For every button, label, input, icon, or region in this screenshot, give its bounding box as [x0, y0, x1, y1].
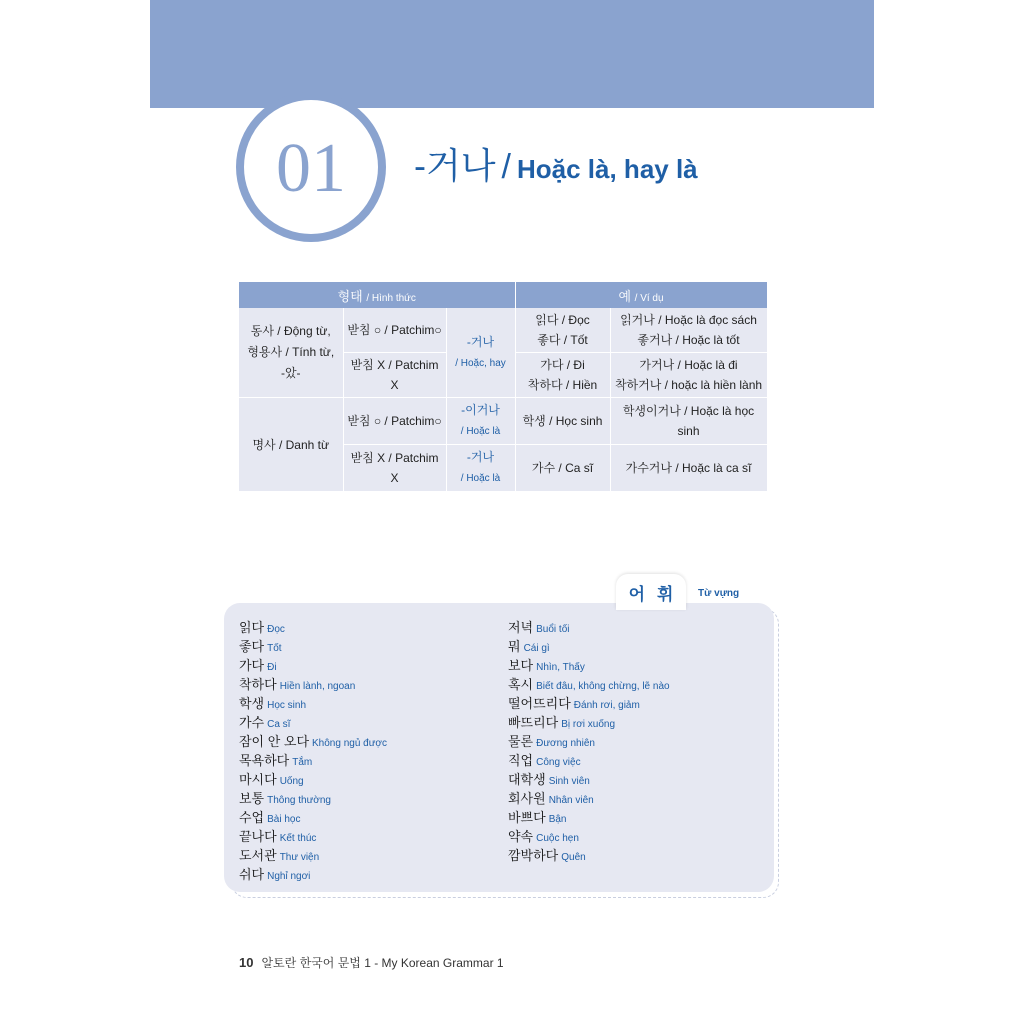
vocab-meaning: Sinh viên [548, 776, 590, 787]
list-item [239, 732, 387, 751]
vocab-meaning: Đọc [267, 624, 285, 635]
vocab-meaning: Học sinh [267, 700, 307, 711]
vocab-word: 학생 [239, 696, 265, 711]
noun-example-o-word: 학생 / Học sinh [515, 398, 610, 445]
list-item [508, 789, 670, 808]
vocab-meaning: Quên [561, 852, 586, 863]
vocab-word: 가다 [239, 658, 265, 673]
vocab-tab-char: 어 [628, 584, 645, 604]
vocab-meaning: Đánh rơi, giảm [573, 700, 640, 711]
list-item [508, 770, 670, 789]
vocab-word: 읽다 [239, 620, 265, 635]
vocab-word: 쉬다 [239, 867, 265, 882]
vocab-meaning: Bị rơi xuống [561, 719, 616, 730]
grammar-table [239, 282, 768, 492]
vocab-word: 물론 [508, 734, 534, 749]
vocab-word: 혹시 [508, 677, 534, 692]
list-item [508, 713, 670, 732]
vocab-meaning: Nhìn, Thấy [536, 662, 585, 673]
book-title: 알토란 한국어 문법 1 - My Korean Grammar 1 [261, 956, 504, 970]
list-item [508, 846, 670, 865]
list-item [239, 618, 387, 637]
vocab-word: 보다 [508, 658, 534, 673]
list-item [239, 751, 387, 770]
verb-example-o-words: 읽다 / Đọc 좋다 / Tốt [515, 308, 610, 353]
vocab-meaning: Không ngủ được [312, 738, 387, 749]
vocab-word: 깜박하다 [508, 848, 559, 863]
vocab-list-left [239, 618, 387, 884]
page-number: 10 [239, 955, 254, 970]
noun-example-x-result: 가수거나 / Hoặc là ca sĩ [610, 445, 767, 492]
list-item [508, 808, 670, 827]
vocab-word: 잠이 안 오다 [239, 734, 310, 749]
verb-patchim-x: 받침 X / Patchim X [343, 353, 446, 398]
list-item [239, 846, 387, 865]
noun-ending-x-cell: -거나 / Hoặc là [446, 445, 515, 492]
vocab-word: 좋다 [239, 639, 265, 654]
list-item [508, 827, 670, 846]
list-item [508, 675, 670, 694]
vocab-tab [616, 574, 686, 610]
vocab-meaning: Biết đâu, không chừng, lẽ nào [536, 681, 670, 692]
vocab-meaning: Ca sĩ [267, 719, 291, 730]
lesson-title-vietnamese: Hoặc là, hay là [517, 154, 698, 184]
list-item [239, 694, 387, 713]
lesson-number: 01 [276, 130, 346, 207]
vocab-word: 약속 [508, 829, 534, 844]
vocab-meaning: Tốt [267, 643, 282, 654]
page-footer [239, 954, 504, 971]
list-item [239, 637, 387, 656]
vocab-meaning: Cuộc hẹn [536, 833, 579, 844]
vocab-meaning: Bận [548, 814, 567, 825]
vocab-meaning: Buổi tối [536, 624, 570, 635]
vocab-word: 떨어뜨리다 [508, 696, 571, 711]
vocab-tab-char: 휘 [657, 584, 674, 604]
list-item [239, 770, 387, 789]
table-row [239, 398, 767, 445]
vocab-meaning: Công việc [536, 757, 581, 768]
lesson-number-badge [236, 92, 386, 242]
verb-example-x-words: 가다 / Đi 착하다 / Hiền [515, 353, 610, 398]
vocab-word: 도서관 [239, 848, 277, 863]
vocab-meaning: Đương nhiên [536, 738, 595, 749]
vocab-meaning: Tắm [292, 757, 313, 768]
top-banner [150, 0, 874, 108]
vocab-tab-subtitle: Từ vựng [698, 588, 740, 599]
list-item [508, 694, 670, 713]
noun-label-cell: 명사 / Danh từ [239, 398, 343, 492]
vocab-word: 빠뜨리다 [508, 715, 559, 730]
vocab-word: 저녁 [508, 620, 534, 635]
vocab-meaning: Thông thường [267, 795, 331, 806]
list-item [508, 732, 670, 751]
list-item [239, 789, 387, 808]
list-item [239, 713, 387, 732]
lesson-title [414, 138, 698, 189]
list-item [239, 827, 387, 846]
vocab-meaning: Nhân viên [548, 795, 594, 806]
noun-ending-o-cell: -이거나 / Hoặc là [446, 398, 515, 445]
lesson-title-korean: -거나 [414, 145, 496, 186]
verb-label-cell: 동사 / Động từ, 형용사 / Tính từ, -았- [239, 308, 343, 398]
list-item [508, 618, 670, 637]
vocab-word: 수업 [239, 810, 265, 825]
list-item [239, 808, 387, 827]
list-item [239, 656, 387, 675]
header-example: 예 / Ví dụ [515, 282, 767, 308]
verb-patchim-o: 받침 ○ / Patchim○ [343, 308, 446, 353]
vocab-word: 대학생 [508, 772, 546, 787]
vocab-word: 가수 [239, 715, 265, 730]
vocab-meaning: Bài học [267, 814, 301, 825]
vocab-word: 착하다 [239, 677, 277, 692]
verb-ending-cell: -거나 / Hoặc, hay [446, 308, 515, 398]
vocab-meaning: Uống [279, 776, 304, 787]
noun-patchim-x: 받침 X / Patchim X [343, 445, 446, 492]
vocab-meaning: Thư viện [279, 852, 320, 863]
list-item [508, 637, 670, 656]
vocab-word: 마시다 [239, 772, 277, 787]
vocab-word: 회사원 [508, 791, 546, 806]
vocab-meaning: Kết thúc [279, 833, 317, 844]
vocab-meaning: Cái gì [523, 643, 550, 654]
vocab-list-right [508, 618, 670, 865]
noun-patchim-o: 받침 ○ / Patchim○ [343, 398, 446, 445]
vocab-word: 바쁘다 [508, 810, 546, 825]
vocab-meaning: Đi [267, 662, 277, 673]
noun-example-x-word: 가수 / Ca sĩ [515, 445, 610, 492]
table-row [239, 308, 767, 353]
verb-example-o-results: 읽거나 / Hoặc là đọc sách 좋거나 / Hoặc là tốt [610, 308, 767, 353]
vocab-meaning: Nghỉ ngơi [267, 871, 311, 882]
vocab-word: 목욕하다 [239, 753, 290, 768]
noun-example-o-result: 학생이거나 / Hoặc là học sinh [610, 398, 767, 445]
header-form: 형태 / Hình thức [239, 282, 515, 308]
vocab-word: 보통 [239, 791, 265, 806]
list-item [508, 751, 670, 770]
verb-example-x-results: 가거나 / Hoặc là đi 착하거나 / hoặc là hiền lành [610, 353, 767, 398]
list-item [239, 865, 387, 884]
list-item [239, 675, 387, 694]
vocab-word: 끝나다 [239, 829, 277, 844]
vocab-meaning: Hiền lành, ngoan [279, 681, 356, 692]
list-item [508, 656, 670, 675]
vocab-word: 뭐 [508, 639, 521, 654]
lesson-title-separator: / [501, 148, 511, 186]
table-header-row [239, 282, 767, 308]
vocab-word: 직업 [508, 753, 534, 768]
